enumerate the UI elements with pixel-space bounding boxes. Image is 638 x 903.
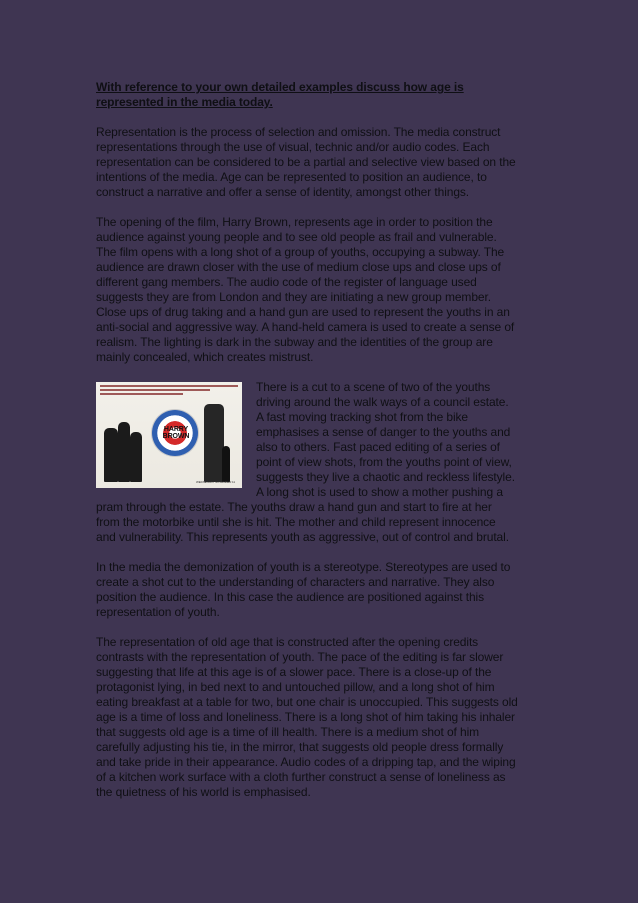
paragraph-3: There is a cut to a scene of two of the youths driving around the walk ways of a council estate. A fast moving tracking shot from the bike emphasises a sense of danger to the youths and also to others. Fast paced editing of a series of point of view shots, from the youths point of view, suggests they live a chaotic and reckless lifestyle. A long shot is used to show a mother pushing a pram through the estate. The youths draw a hand gun and start to fire at her from the motorbike until she is hit. The mother and child represent innocence and vulnerability. This represents youth as aggressive, out of control and brutal. — [96, 380, 515, 544]
paragraph-5: The representation of old age that is constructed after the opening credits contrasts with the representation of youth. The pace of the editing is far slower suggesting that life at this age is of a slower pace. There is a close-up of the protagonist lying, in bed next to and untouched pillow, and a long shot of him eating breakfast at a table for two, but one chair is unoccupied. This suggests old age is a time of loss and loneliness. There is a long shot of him taking his inhaler that suggests old age is a time of ill health. There is a medium shot of him carefully adjusting his tie, in the mirror, that suggests old people dress formally and take pride in their appearance. Audio codes of a dripping tap, and the wiping of a kitchen work surface with a cloth further construct a sense of loneliness as the quietness of his world is emphasised. — [96, 635, 518, 799]
poster-title: HARRY BROWN — [162, 426, 190, 440]
paragraph-2: The opening of the film, Harry Brown, represents age in order to position the audience against young people and to see old people as frail and vulnerable. The film opens with a long shot of a group of youths, occupying a subway. The audience are drawn closer with the use of medium close ups and close ups of different gang members. The audio code of the register of language used suggests they are from London and they are initiating a new group member. Close ups of drug taking and a hand gun are used to represent the youths in an anti-social and aggressive way. A hand-held camera is used to create a sense of realism. The lighting is dark in the subway and the identities of the group are mainly concealed, which creates mistrust. — [96, 215, 515, 364]
document-page — [96, 80, 518, 815]
essay-title: With reference to your own detailed examples discuss how age is represented in the media today. — [96, 80, 464, 109]
paragraph-4: In the media the demonization of youth is a stereotype. Stereotypes are used to create a shot cut to the understanding of characters and narrative. They also position the audience. In this case the audience are positioned against this representation of youth. — [96, 560, 511, 619]
harry-brown-poster-image — [96, 382, 242, 488]
poster-date: WEDNESDAY NOVEMBER 11 — [196, 480, 235, 484]
poster-section — [96, 380, 518, 545]
paragraph-1: Representation is the process of selection and omission. The media construct representations through the use of visual, technic and/or audio codes. Each representation can be considered to be a partial and selective view based on the intentions of the media. Age can be represented to position an audience, to construct a narrative and offer a sense of identity, amongst other things. — [96, 125, 516, 199]
poster-quote-decoration — [100, 385, 238, 397]
